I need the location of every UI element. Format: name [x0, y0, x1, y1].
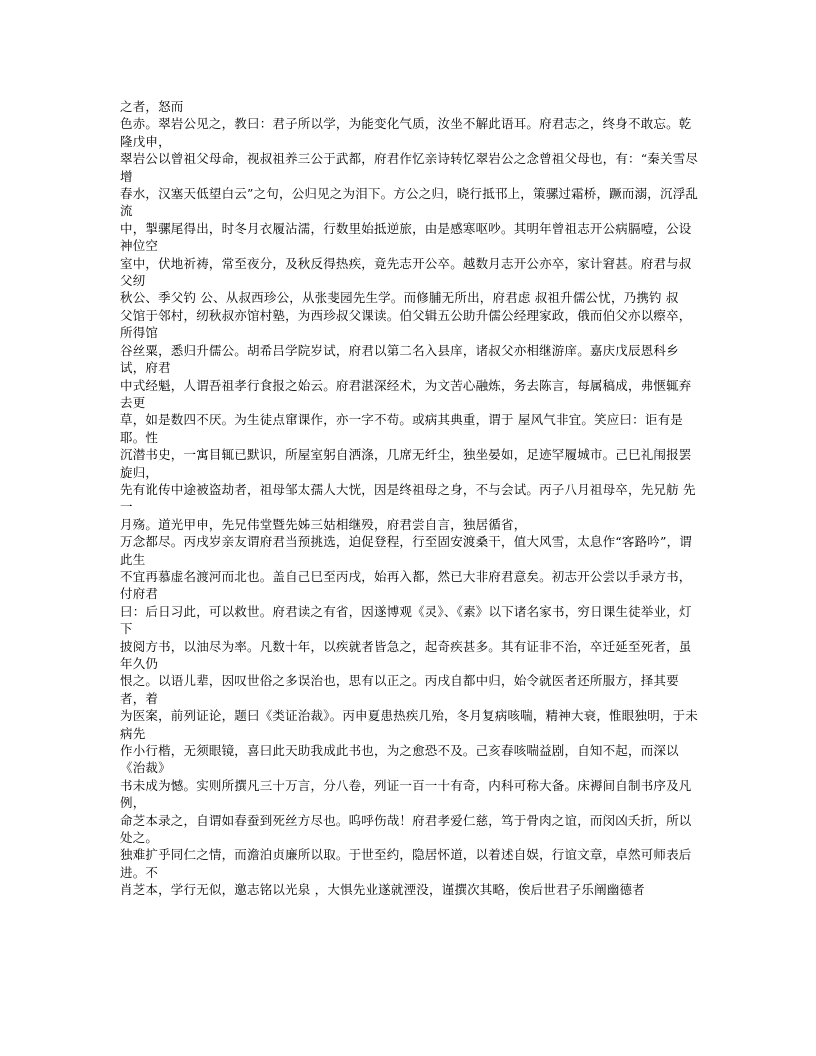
text-line: 先有讹传中途被盗劫者，祖母邹太孺人大恍，因是终祖母之身，不与会试。丙子八月祖母卒，先兄舫 先一: [120, 481, 696, 515]
text-line: 色赤。翠岩公见之，教曰：君子所以学，为能变化气质，汝坐不解此语耳。府君志之，终身不敢忘。乾隆戊申，: [120, 116, 692, 149]
text-line: 万念都尽。丙戌岁亲友谓府君当预挑选，迫促登程，行至固安渡桑干，值大风雪，太息作“客路吟”，谓此生: [120, 534, 692, 567]
text-line: 书未成为憾。实则所撰凡三十万言，分八卷，列证一百一十有奇，内科可称大备。床褥间自制书序及凡例，: [120, 777, 692, 811]
text-line: 肖芝本，学行无似，邀志铭以光泉 ，大惧先业遂就湮没，谨撰次其略，俟后世君子乐阐幽德者: [120, 882, 645, 898]
text-line: 之者，怒而: [120, 99, 184, 114]
text-line: 中，掣骡尾得出，时冬月衣履沾濡，行数里始抵逆旅，由是感寒呕吵。其明年曾祖志开公病膈噎，公设神位空: [120, 220, 692, 254]
text-line: 中式经魁，人谓吾祖孝行食报之始云。府君湛深经术，为文苦心融炼，务去陈言，每属稿成，弗惬辄弃去更: [120, 377, 692, 410]
text-line: 为医案，前列证论，题曰《类证治裁》。丙申夏患热疾几殆，冬月复病咳喘，精神大衰，惟眼独明，于未病先: [120, 708, 698, 741]
text-line: 作小行楷，无须眼镜，喜曰此天助我成此书也，为之愈恐不及。己亥春咳喘益剧，自知不起，而深以《治裁》: [120, 743, 679, 776]
text-line: 室中，伏地祈祷，常至夜分，及秋反得热疾，竟先志开公卒。越数月志开公亦卒，家计窘甚。府君与叔父纫: [120, 255, 692, 289]
text-line: 翠岩公以曾祖父母命，视叔祖养三公于武都，府君作忆亲诗转忆翠岩公之念曾祖父母也，有：“秦关雪尽增: [120, 151, 699, 184]
text-line: 沉潜书史，一寓目辄已默识，所屋室躬自洒涤，几席无纤尘，独坐晏如，足迹罕履城市。己巳礼闱报罢旋归，: [120, 447, 692, 480]
text-line: 披阅方书，以油尽为率。凡数十年，以疾就者皆急之，起奇疾甚多。其有证非不治，卒迁延至死者，虽年久仍: [120, 638, 692, 671]
text-line: 独难扩乎同仁之情，而澹泊贞廉所以取。于世至约，隐居怀道，以着述自娱，行谊文章，卓然可师表后进。不: [120, 847, 692, 880]
document-page: [120, 98, 700, 899]
text-line: 草，如是数四不厌。为生徒点窜课作，亦一字不苟。或病其典重，谓于 屋风气非宜。笑应曰：讵有是耶。性: [120, 412, 683, 445]
text-line: 曰：后日习此，可以救世。府君读之有省，因遂博观《灵》、《素》以下诸名家书，穷日课生徒举业，灯下: [120, 603, 692, 637]
text-line: 月殇。道光甲申，先兄伟堂暨先姊三姑相继殁，府君尝自言，独居循省，: [120, 516, 527, 532]
text-line: 父馆于邻村，纫秋叔亦馆村塾，为西珍叔父课读。伯父辑五公助升儒公经理家政，俄而伯父亦以瘵卒，所得馆: [120, 307, 692, 341]
text-line: 恨之。以语儿辈，因叹世俗之多误治也，思有以正之。丙戌自都中归，始令就医者还所服方，择其要者，着: [120, 673, 679, 706]
text-line: 命芝本录之，自谓如春蚕到死丝方尽也。呜呼伤哉！府君孝爱仁慈，笃于骨肉之谊，而闵凶夭折，所以处之。: [120, 812, 692, 846]
text-line: 谷丝粟，悉归升儒公。胡希吕学院岁试，府君以第二名入县庠，诸叔父亦相继游庠。嘉庆戊辰恩科乡试，府君: [120, 342, 679, 376]
text-line: 秋公、季父钓 公、从叔西珍公，从张斐园先生学。而修脯无所出，府君虑 叔祖升儒公忧，乃携钓 叔: [120, 290, 679, 306]
text-line: 不宜再慕虚名渡河而北也。盖自己巳至丙戌，始再入都，然已大非府君意矣。初志开公尝以手录方书，付府君: [120, 568, 692, 602]
text-line: 春水，汉塞天低望白云”之句，公归见之为泪下。方公之归，晓行抵邗上，策骡过霜桥，蹶而溺，沉浮乱流: [120, 186, 699, 219]
